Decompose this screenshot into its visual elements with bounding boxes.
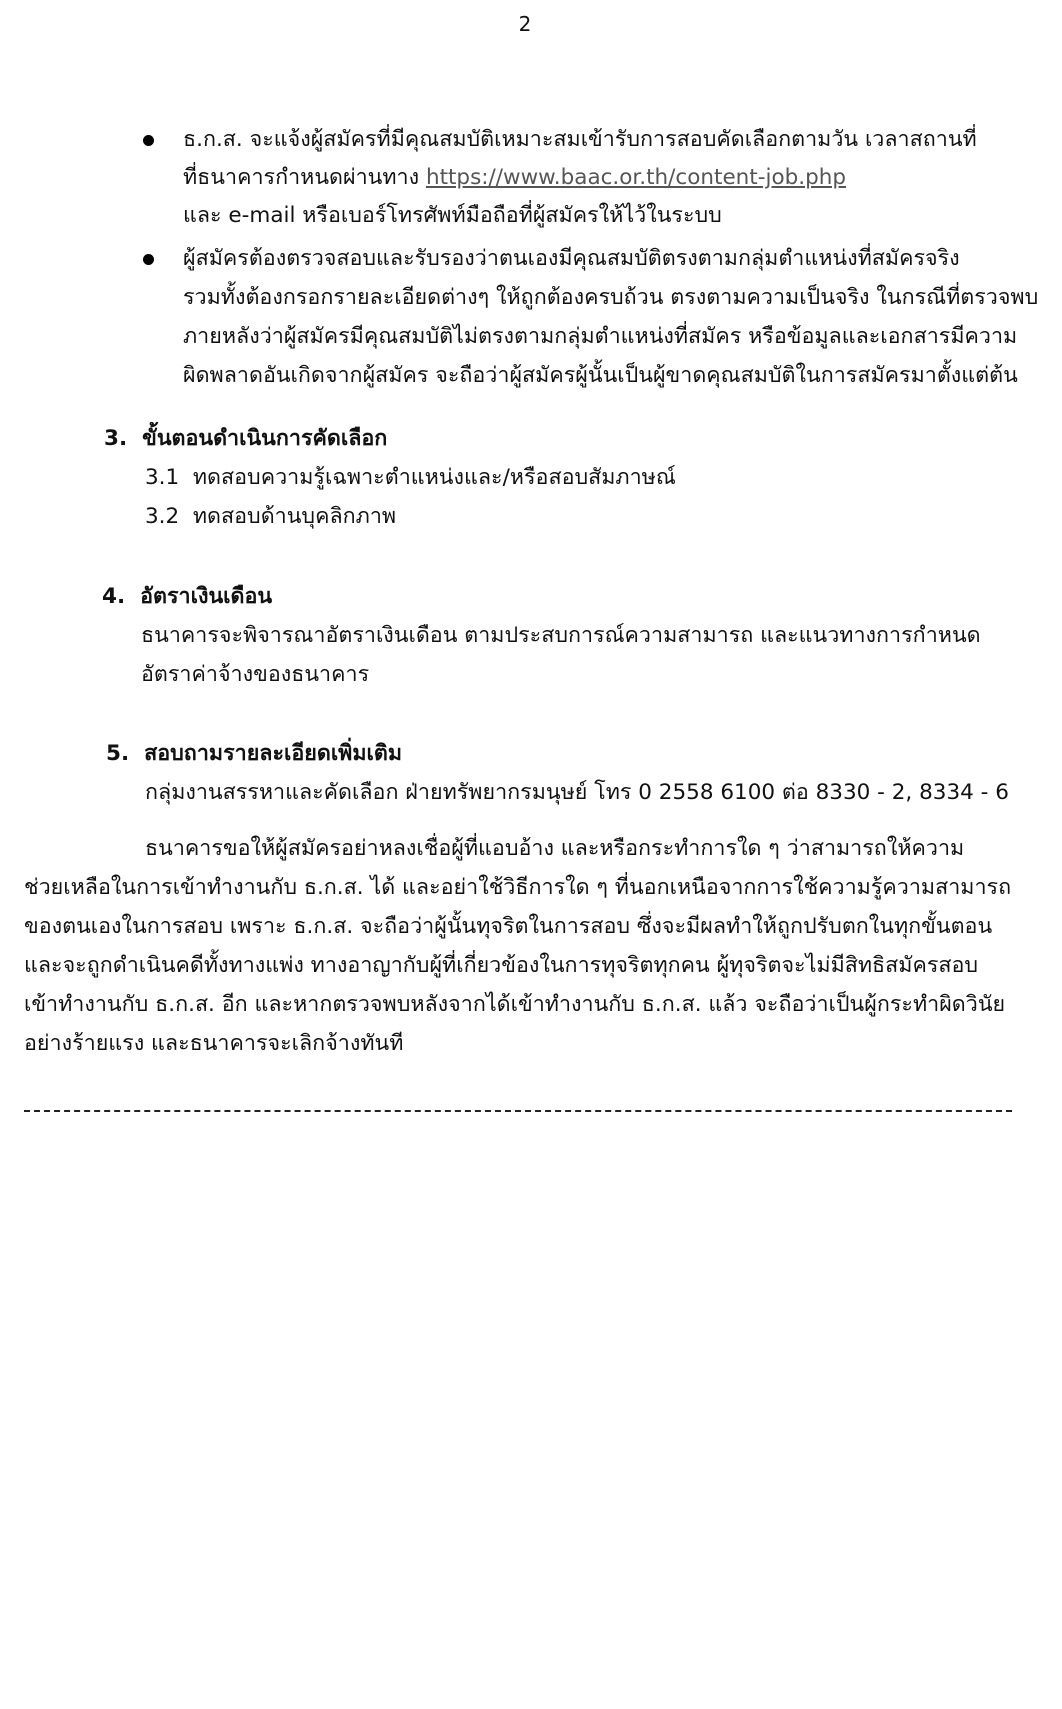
careers-link[interactable]: https://www.baac.or.th/content-job.php — [425, 165, 847, 190]
section-3-item-2 — [145, 502, 396, 532]
section-4-line-2: อัตราค่าจ้างของธนาคาร — [141, 662, 370, 687]
bullet-2-line-1: ผู้สมัครต้องตรวจสอบและรับรองว่าตนเองมีคุณสมบัติตรงตามกลุ่มตำแหน่งที่สมัครจริง — [183, 246, 960, 271]
bullet-dot-icon — [143, 135, 154, 146]
bullet-2-line-4: ผิดพลาดอันเกิดจากผู้สมัคร จะถือว่าผู้สมัครผู้นั้นเป็นผู้ขาดคุณสมบัติในการสมัครมาตั้งแต่ต้น — [183, 363, 1018, 388]
warning-line-5: เข้าทำงานกับ ธ.ก.ส. อีก และหากตรวจพบหลังจากได้เข้าทำงานกับ ธ.ก.ส. แล้ว จะถือว่าเป็นผู้กระทำผิดวินัย — [24, 992, 1006, 1017]
section-3-item-1-number: 3.1 — [145, 465, 180, 490]
warning-line-1: ธนาคารขอให้ผู้สมัครอย่าหลงเชื่อผู้ที่แอบอ้าง และหรือกระทำการใด ๆ ว่าสามารถให้ความ — [145, 836, 965, 861]
bullet-dot-icon — [143, 254, 154, 265]
section-3-item-1 — [145, 463, 676, 493]
section-3-title: ขั้นตอนดำเนินการคัดเลือก — [142, 426, 388, 451]
section-3-number: 3. — [104, 426, 128, 451]
bullet-1-line-2-text: ที่ธนาคารกำหนดผ่านทาง — [183, 165, 426, 190]
section-4-line-1: ธนาคารจะพิจารณาอัตราเงินเดือน ตามประสบการณ์ความสามารถ และแนวทางการกำหนด — [141, 623, 981, 648]
section-4-number: 4. — [102, 584, 126, 609]
section-4-heading — [102, 582, 272, 612]
dashed-separator — [24, 1110, 1012, 1112]
bullet-1-line-3: และ e-mail หรือเบอร์โทรศัพท์มือถือที่ผู้สมัครให้ไว้ในระบบ — [183, 203, 722, 228]
section-3-heading — [104, 424, 387, 454]
warning-line-6: อย่างร้ายแรง และธนาคารจะเลิกจ้างทันที — [24, 1031, 404, 1056]
section-3-item-2-text: ทดสอบด้านบุคลิกภาพ — [192, 504, 397, 529]
warning-line-3: ของตนเองในการสอบ เพราะ ธ.ก.ส. จะถือว่าผู้นั้นทุจริตในการสอบ ซึ่งจะมีผลทำให้ถูกปรับตกในทุกขั้นตอน — [24, 914, 993, 939]
warning-line-4: และจะถูกดำเนินคดีทั้งทางแพ่ง ทางอาญากับผู้ที่เกี่ยวข้องในการทุจริตทุกคน ผู้ทุจริตจะไม่มีสิทธิสมัครสอบ — [24, 953, 979, 978]
section-5-heading — [106, 739, 402, 769]
warning-line-2: ช่วยเหลือในการเข้าทำงานกับ ธ.ก.ส. ได้ และอย่าใช้วิธีการใด ๆ ที่นอกเหนือจากการใช้ความรู้ความสามารถ — [24, 875, 1012, 900]
section-5-title: สอบถามรายละเอียดเพิ่มเติม — [144, 741, 403, 766]
section-3-item-2-number: 3.2 — [145, 504, 180, 529]
bullet-1-line-1: ธ.ก.ส. จะแจ้งผู้สมัครที่มีคุณสมบัติเหมาะสมเข้ารับการสอบคัดเลือกตามวัน เวลาสถานที่ — [183, 127, 977, 152]
section-3-item-1-text: ทดสอบความรู้เฉพาะตำแหน่งและ/หรือสอบสัมภาษณ์ — [192, 465, 676, 490]
bullet-2-line-3: ภายหลังว่าผู้สมัครมีคุณสมบัติไม่ตรงตามกลุ่มตำแหน่งที่สมัคร หรือข้อมูลและเอกสารมีความ — [183, 324, 1018, 349]
bullet-2-line-2: รวมทั้งต้องกรอกรายละเอียดต่างๆ ให้ถูกต้องครบถ้วน ตรงตามความเป็นจริง ในกรณีที่ตรวจพบ — [183, 285, 1039, 310]
section-4-title: อัตราเงินเดือน — [140, 584, 273, 609]
page-number: 2 — [518, 12, 532, 36]
section-5-contact-line: กลุ่มงานสรรหาและคัดเลือก ฝ่ายทรัพยากรมนุษย์ โทร 0 2558 6100 ต่อ 8330 - 2, 8334 - 6 — [145, 780, 1009, 805]
bullet-1-line-2 — [183, 163, 846, 193]
section-5-number: 5. — [106, 741, 130, 766]
